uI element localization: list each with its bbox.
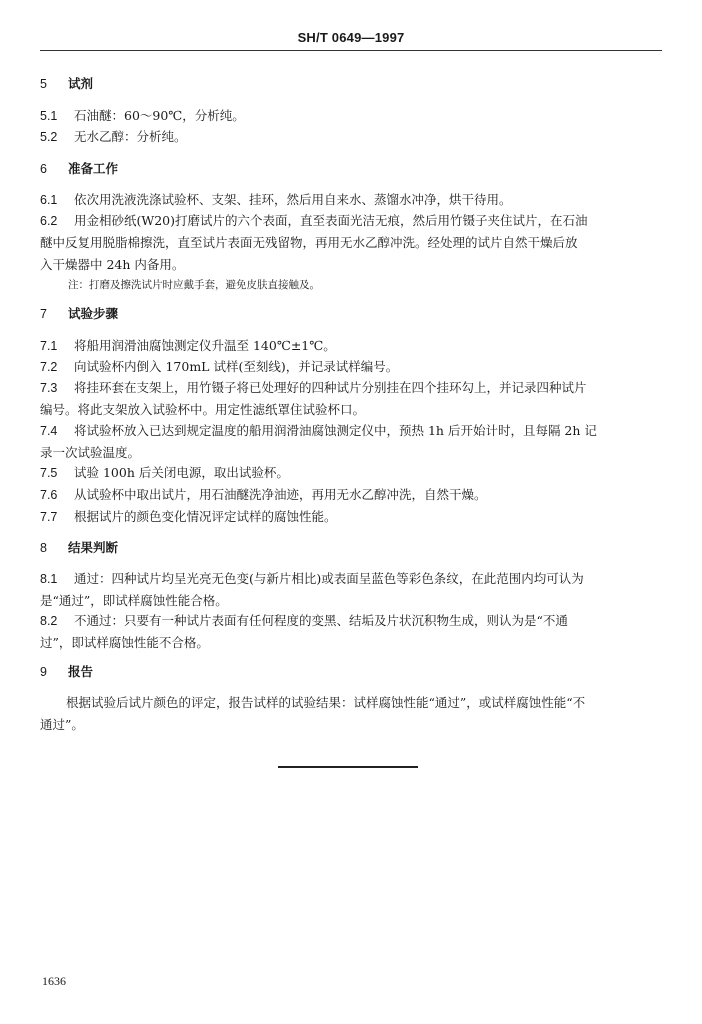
item-7-6: 7.6 从试验杯中取出试片，用石油醚洗净油迹，再用无水乙醇冲洗，自然干燥。 xyxy=(40,487,487,502)
item-7-3: 7.3 将挂环套在支架上，用竹镊子将已处理好的四种试片分别挂在四个挂环勾上，并记录四种试片 编号。将此支架放入试验杯中。用定性滤纸罩住试验杯口。 xyxy=(40,380,587,417)
end-rule xyxy=(278,766,418,768)
page-number: 1636 xyxy=(42,974,66,988)
item-7-4: 7.4 将试验杯放入已达到规定温度的船用润滑油腐蚀测定仪中，预热 1h 后开始计时，且每隔 2h 记 录一次试验温度。 xyxy=(40,423,597,460)
item-7-1: 7.1 将船用润滑油腐蚀测定仪升温至 140℃±1℃。 xyxy=(40,338,336,353)
item-6-2: 6.2 用金相砂纸(W20)打磨试片的六个表面，直至表面光洁无痕，然后用竹镊子夹住试片，在石油 醚中反复用脱脂棉擦洗，直至试片表面无残留物，再用无水乙醇冲洗。经处理的试片自然干燥后放 入干燥器中 24h 内备用。 xyxy=(40,213,588,272)
item-7-2: 7.2 向试验杯内倒入 170mL 试样(至刻线)，并记录试样编号。 xyxy=(40,359,399,374)
item-8-2: 8.2 不通过：只要有一种试片表面有任何程度的变黑、结垢及片状沉积物生成，则认为是“不通 过”，即试样腐蚀性能不合格。 xyxy=(40,613,568,650)
header-rule xyxy=(40,50,662,51)
standard-header: SH/T 0649—1997 xyxy=(297,30,405,45)
section-6-title: 6 准备工作 xyxy=(40,161,119,176)
item-6-1: 6.1 依次用洗液洗涤试验杯、支架、挂环，然后用自来水、蒸馏水冲净，烘干待用。 xyxy=(40,192,512,207)
item-7-5: 7.5 试验 100h 后关闭电源，取出试验杯。 xyxy=(40,465,289,480)
report-paragraph: 根据试验后试片颜色的评定，报告试样的试验结果：试样腐蚀性能“通过”，或试样腐蚀性能“不 通过”。 xyxy=(40,695,586,732)
section-5-title: 5 试剂 xyxy=(40,76,94,91)
section-8-title: 8 结果判断 xyxy=(40,540,119,555)
note-6: 注：打磨及擦洗试片时应戴手套，避免皮肤直接触及。 xyxy=(68,279,320,291)
item-8-1: 8.1 通过：四种试片均呈光亮无色变(与新片相比)或表面呈蓝色等彩色条纹，在此范围内均可认为 是“通过”，即试样腐蚀性能合格。 xyxy=(40,571,584,608)
section-9-title: 9 报告 xyxy=(40,664,94,679)
item-5-1: 5.1 石油醚：60～90℃，分析纯。 xyxy=(40,108,245,123)
item-5-2: 5.2 无水乙醇：分析纯。 xyxy=(40,129,187,144)
item-7-7: 7.7 根据试片的颜色变化情况评定试样的腐蚀性能。 xyxy=(40,509,337,524)
section-7-title: 7 试验步骤 xyxy=(40,306,119,321)
